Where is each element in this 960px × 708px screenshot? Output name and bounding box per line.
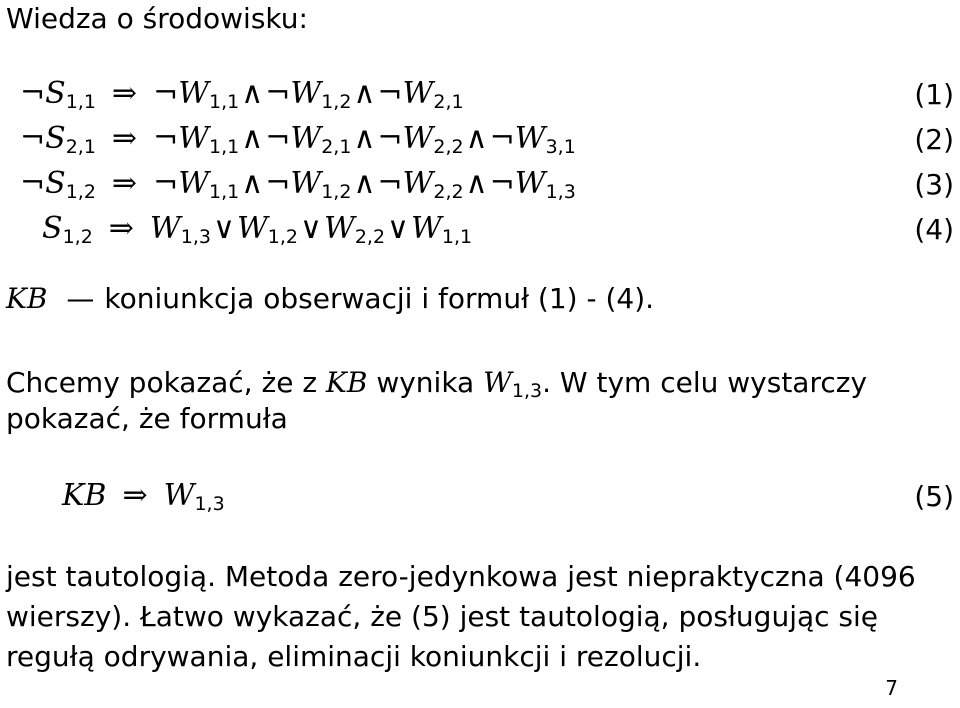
equation-term: $\neg W_{3,1}$ <box>489 121 576 158</box>
equation-term: $\neg W_{2,2}$ <box>377 166 464 203</box>
equation-number: (4) <box>914 213 954 246</box>
kb-symbol: KB <box>325 366 368 399</box>
equation-lhs: $\neg S_{2,1}$ <box>20 121 96 158</box>
equation-term: $\neg W_{1,3}$ <box>489 166 576 203</box>
paragraph-1-line-1 <box>6 366 867 402</box>
page-number: 7 <box>885 676 898 700</box>
equation-row <box>0 211 960 251</box>
logic-operator: ∨ <box>212 211 235 246</box>
equation-number: (2) <box>914 123 954 156</box>
equation-term: $W_{1,2}$ <box>236 211 299 248</box>
paragraph-2-line-3: regułą odrywania, eliminacji koniunkcji i rezolucji. <box>6 640 702 673</box>
kb-definition <box>6 282 654 315</box>
equation-formula <box>20 76 464 113</box>
logic-operator: ∧ <box>241 76 264 111</box>
equation-term: $\neg W_{2,2}$ <box>377 121 464 158</box>
logic-operator: ∧ <box>241 166 264 201</box>
equation-lhs: $\neg S_{1,1}$ <box>20 76 96 113</box>
paragraph-1-line-2: pokazać, że formuła <box>6 402 288 435</box>
implies-arrow: ⇒ <box>111 76 138 111</box>
equation-5 <box>0 478 960 518</box>
equation-formula <box>20 166 576 203</box>
equation-term: $W_{1,1}$ <box>411 211 473 248</box>
kb-definition-text: koniunkcja obserwacji i formuł (1) - (4). <box>104 282 655 315</box>
equation-term: $\neg W_{1,2}$ <box>265 166 352 203</box>
text-span: wynika <box>367 366 484 399</box>
text-span: . W tym celu wystarczy <box>542 366 868 399</box>
equation-term: $W_{1,3}$ <box>149 211 211 248</box>
equation-term: $\neg W_{2,1}$ <box>265 121 352 158</box>
equation-formula <box>42 211 472 248</box>
paragraph-2-line-2: wierszy). Łatwo wykazać, że (5) jest tautologią, posługując się <box>6 600 879 633</box>
logic-operator: ∧ <box>353 76 376 111</box>
equation-term: $\neg W_{1,1}$ <box>153 121 240 158</box>
logic-operator: ∨ <box>300 211 322 246</box>
equation-row <box>0 166 960 206</box>
w13-symbol: $W_{1,3}$ <box>483 366 543 402</box>
page-heading: Wiedza o środowisku: <box>6 2 308 35</box>
implies-arrow: ⇒ <box>111 166 138 201</box>
implies-arrow: ⇒ <box>111 121 138 156</box>
equation-number: (1) <box>914 78 954 111</box>
equation-5-formula: KB ⇒ $W_{1,3}$ <box>62 478 225 515</box>
equation-term: $\neg W_{2,1}$ <box>377 76 464 113</box>
equation-number: (3) <box>914 168 954 201</box>
equation-row <box>0 76 960 116</box>
logic-operator: ∧ <box>353 166 376 201</box>
equation-lhs: $S_{1,2}$ <box>42 211 93 248</box>
equation-term: $W_{2,2}$ <box>323 211 386 248</box>
logic-operator: ∨ <box>387 211 410 246</box>
paragraph-2-line-1: jest tautologią. Metoda zero-jedynkowa jest niepraktyczna (4096 <box>6 560 916 593</box>
equation-term: $\neg W_{1,1}$ <box>153 76 240 113</box>
equation-row <box>0 121 960 161</box>
logic-operator: ∧ <box>241 121 264 156</box>
definition-dash: — <box>66 282 95 315</box>
implies-arrow: ⇒ <box>108 211 134 246</box>
equation-term: $\neg W_{1,2}$ <box>265 76 352 113</box>
text-span: Chcemy pokazać, że z <box>6 366 326 399</box>
kb-symbol: KB <box>6 282 48 315</box>
logic-operator: ∧ <box>353 121 376 156</box>
equation-lhs: $\neg S_{1,2}$ <box>20 166 96 203</box>
equation-term: $\neg W_{1,1}$ <box>153 166 240 203</box>
logic-operator: ∧ <box>465 121 488 156</box>
equation-number: (5) <box>914 480 954 513</box>
logic-operator: ∧ <box>465 166 488 201</box>
equation-formula <box>20 121 576 158</box>
